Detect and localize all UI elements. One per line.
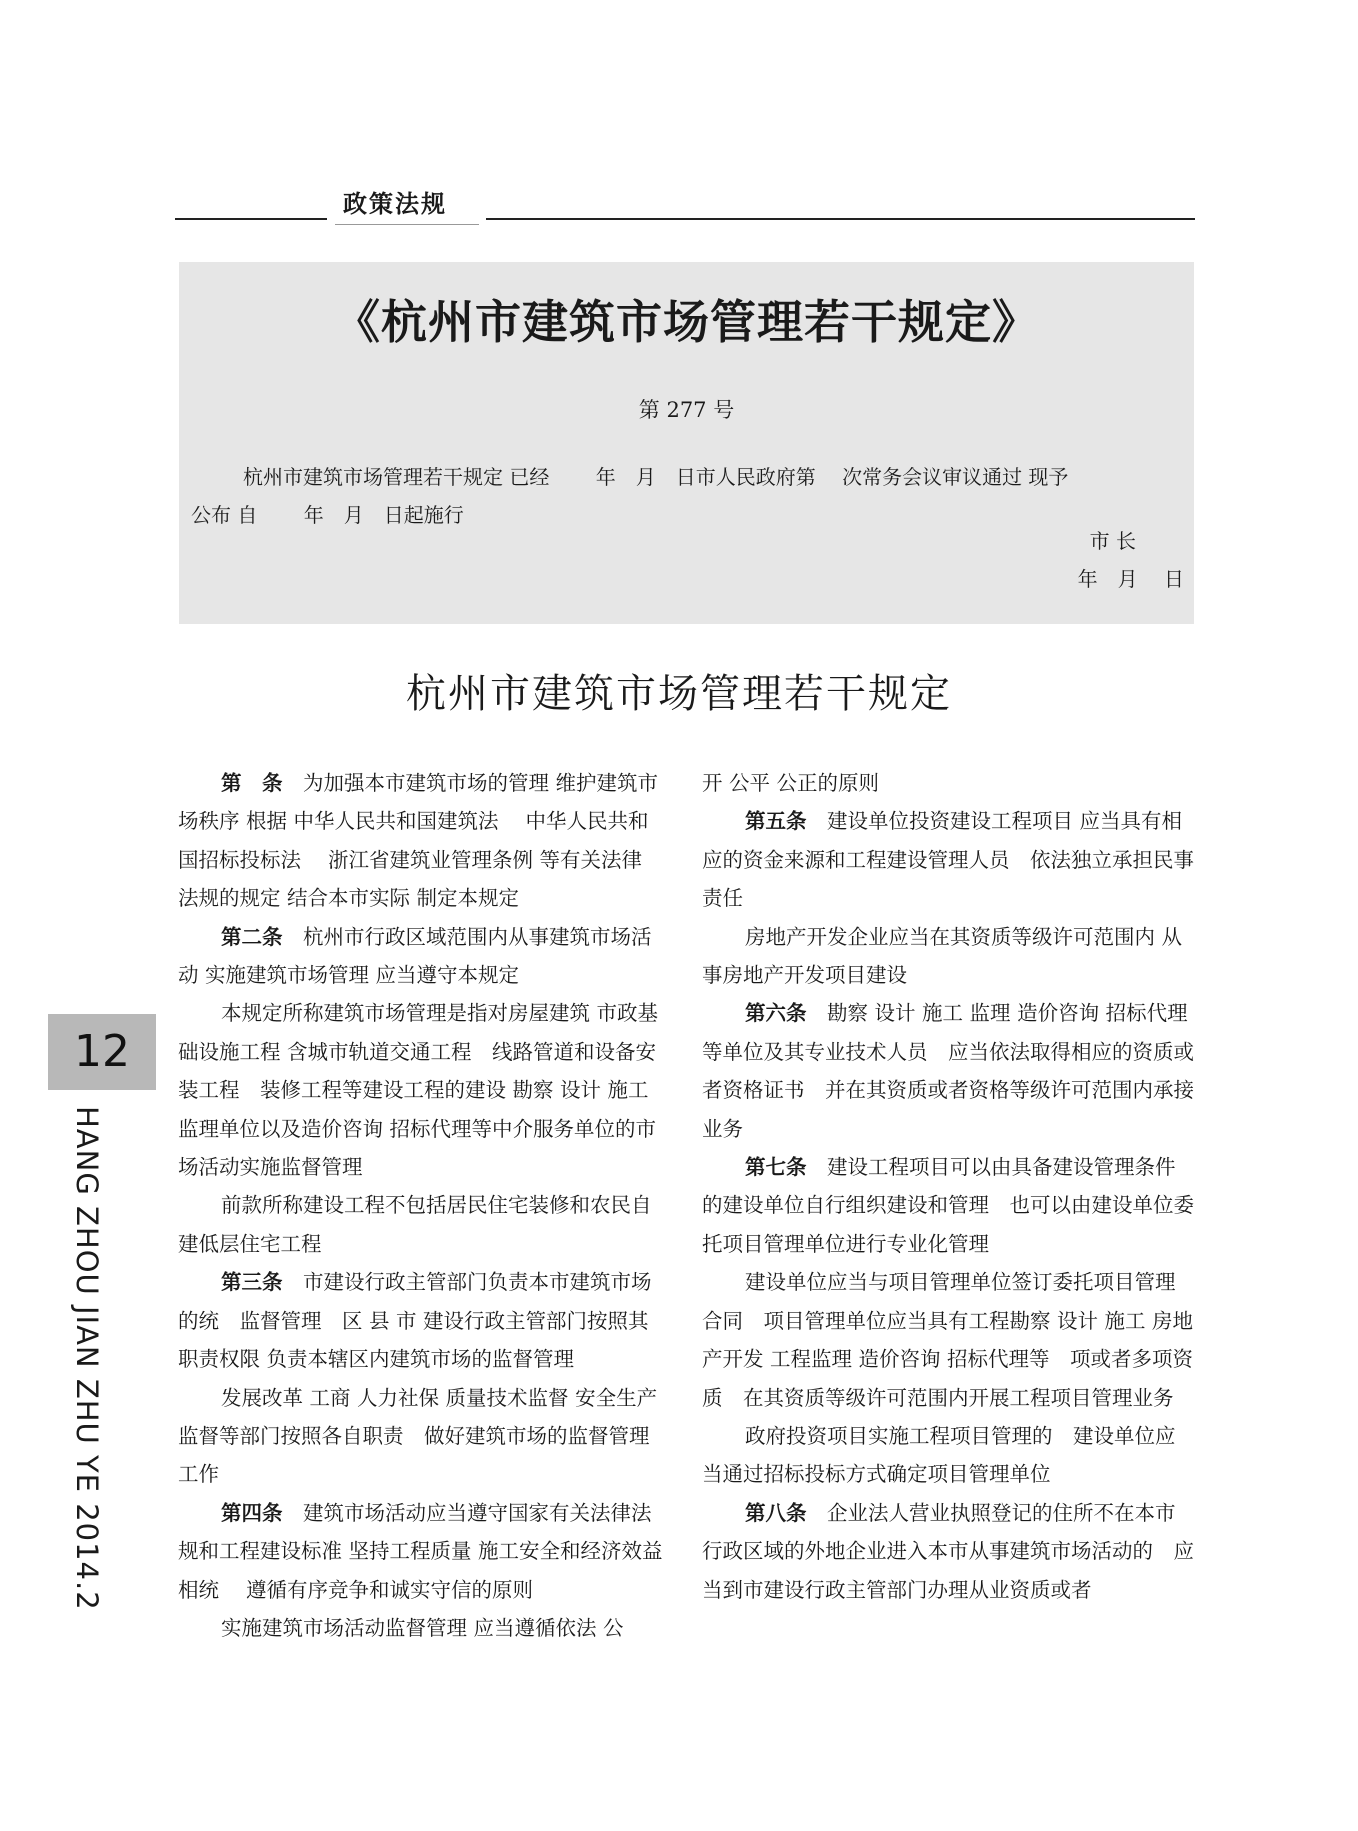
article-number: 第二条 — [221, 924, 283, 949]
article-text: 勘察 设计 施工 监理 造价咨询 招标代理等单位及其专业技术人员 应当依法取得相应的资质或者资格证书 并在其资质或者资格等级许可范围内承接业务 — [702, 1001, 1194, 1141]
article-text: 建设单位投资建设工程项目 应当具有相应的资金来源和工程建设管理人员 依法独立承担民事责任 — [702, 809, 1194, 911]
journal-label: HANG ZHOU JIAN ZHU YE 2014.2 — [70, 1106, 104, 1611]
notice-title: 《杭州市建筑市场管理若干规定》 — [334, 295, 1039, 349]
article-text: 房地产开发企业应当在其资质等级许可范围内 从事房地产开发项目建设 — [702, 924, 1183, 988]
header-rule-left — [175, 218, 327, 220]
article-text: 政府投资项目实施工程项目管理的 建设单位应当通过招标投标方式确定项目管理单位 — [702, 1423, 1176, 1487]
article-number: 第七条 — [745, 1155, 807, 1180]
article-paragraph — [702, 918, 1194, 995]
article-paragraph — [702, 802, 1194, 917]
article-number: 第 条 — [221, 771, 283, 795]
article-paragraph — [702, 764, 1194, 802]
header-rule-right — [486, 218, 1195, 220]
article-text: 开 公平 公正的原则 — [702, 771, 880, 795]
article-text: 发展改革 工商 人力社保 质量技术监督 安全生产监督等部门按照各自职责 做好建筑市场的监督管理工作 — [178, 1385, 658, 1487]
article-paragraph — [702, 994, 1194, 1148]
article-paragraph — [178, 764, 668, 918]
article-number: 第八条 — [745, 1500, 807, 1525]
article-paragraph — [178, 918, 668, 995]
article-text: 本规定所称建筑市场管理是指对房屋建筑 市政基础设施工程 含城市轨道交通工程 线路管道和设备安装工程 装修工程等建设工程的建设 勘察 设计 施工 监理单位以及造价咨询 招标代理等中介服务单位的市场活动实施监督管理 — [178, 1001, 659, 1180]
article-text: 为加强本市建筑市场的管理 维护建筑市场秩序 根据 中华人民共和国建筑法 中华人民共和国招标投标法 浙江省建筑业管理条例 等有关法律 法规的规定 结合本市实际 制定本规定 — [178, 771, 659, 911]
article-paragraph — [178, 1494, 668, 1609]
article-text: 企业法人营业执照登记的住所不在本市行政区域的外地企业进入本市从事建筑市场活动的 应当到市建设行政主管部门办理从业资质或者 — [702, 1500, 1194, 1602]
right-column — [702, 764, 1194, 1609]
article-text: 实施建筑市场活动监督管理 应当遵循依法 公 — [221, 1615, 624, 1640]
article-text: 前款所称建设工程不包括居民住宅装修和农民自建低层住宅工程 — [178, 1193, 652, 1256]
signature-date: 年 月 日 — [1077, 567, 1184, 591]
article-paragraph — [702, 1263, 1194, 1417]
article-number: 第四条 — [221, 1500, 283, 1525]
signature-role: 市 长 — [1089, 529, 1136, 553]
article-text: 杭州市行政区域范围内从事建筑市场活动 实施建筑市场管理 应当遵守本规定 — [178, 924, 652, 988]
article-number: 第三条 — [221, 1270, 283, 1295]
article-paragraph — [178, 994, 668, 1186]
article-paragraph — [178, 1609, 668, 1647]
article-text: 建设单位应当与项目管理单位签订委托项目管理合同 项目管理单位应当具有工程勘察 设计 施工 房地产开发 工程监理 造价咨询 招标代理等 项或者多项资质 在其资质等级许可范围内开展工程项目管理业务 — [702, 1270, 1194, 1410]
article-paragraph — [702, 1148, 1194, 1263]
page-number: 12 — [48, 1014, 156, 1090]
article-paragraph — [178, 1263, 668, 1378]
notice-number: 第 277 号 — [638, 398, 735, 422]
section-label: 政策法规 — [343, 190, 447, 218]
section-header — [175, 180, 1195, 226]
article-paragraph — [178, 1186, 668, 1263]
section-label-underline — [335, 224, 479, 225]
notice-box — [179, 262, 1194, 624]
notice-body-line: 公布 自 年 月 日起施行 — [191, 503, 464, 527]
article-text: 建设工程项目可以由具备建设管理条件的建设单位自行组织建设和管理 也可以由建设单位委托项目管理单位进行专业化管理 — [702, 1155, 1194, 1256]
notice-body — [191, 458, 1183, 534]
notice-body-line: 杭州市建筑市场管理若干规定 已经 年 月 日市人民政府第 次常务会议审议通过 现予 — [243, 465, 1069, 489]
article-paragraph — [702, 1417, 1194, 1494]
regulation-title: 杭州市建筑市场管理若干规定 — [406, 671, 952, 717]
article-number: 第六条 — [745, 1001, 807, 1026]
article-text: 建筑市场活动应当遵守国家有关法律法规和工程建设标准 坚持工程质量 施工安全和经济效益相统 遵循有序竞争和诚实守信的原则 — [178, 1500, 663, 1602]
article-text: 市建设行政主管部门负责本市建筑市场的统 监督管理 区 县 市 建设行政主管部门按照其职责权限 负责本辖区内建筑市场的监督管理 — [178, 1270, 652, 1372]
article-paragraph — [702, 1494, 1194, 1609]
article-number: 第五条 — [745, 809, 807, 834]
article-paragraph — [178, 1379, 668, 1494]
notice-signature — [1078, 522, 1184, 598]
left-column — [178, 764, 668, 1647]
